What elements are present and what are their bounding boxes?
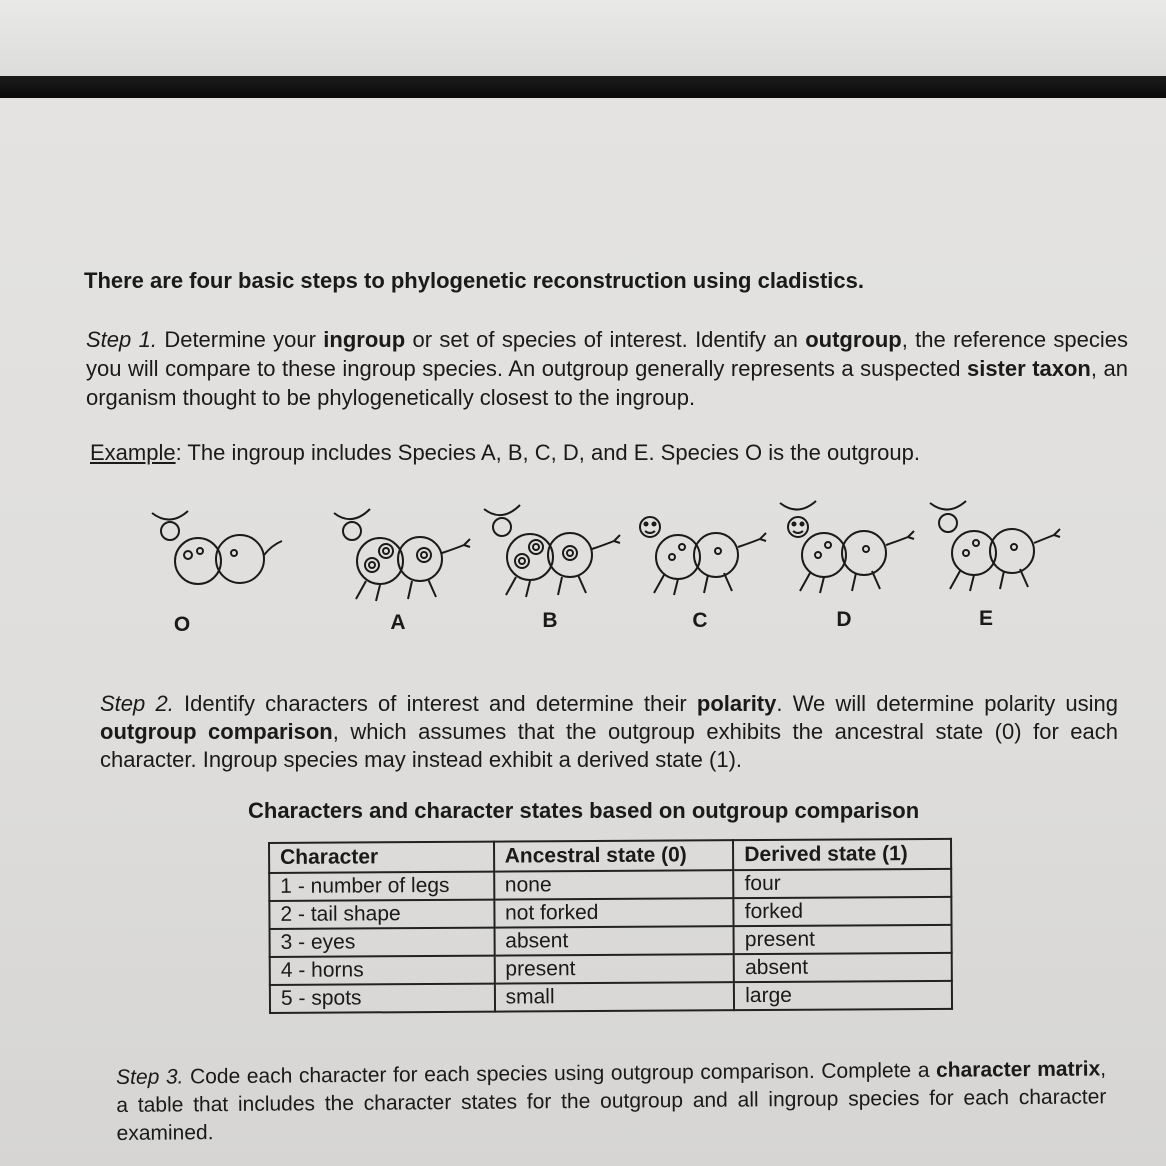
species-figure [130, 495, 1070, 645]
species-o-creature [152, 511, 282, 584]
species-label-o: O [173, 613, 191, 636]
table-cell: present [734, 925, 952, 954]
species-label-b: B [542, 609, 558, 632]
table-row [270, 981, 952, 1013]
table-cell: small [494, 982, 734, 1011]
monitor-bezel [0, 76, 1166, 98]
table-cell: present [494, 954, 734, 983]
table-cell: large [734, 981, 952, 1010]
table-cell: none [494, 870, 734, 899]
term-sister-taxon: sister taxon [966, 356, 1091, 381]
step-3-label: Step 3. [116, 1065, 184, 1089]
species-e-creature [930, 501, 1060, 591]
species-d-creature [780, 501, 914, 593]
column-header: Ancestral state (0) [494, 840, 734, 871]
example-label: Example [90, 440, 176, 465]
page-heading: There are four basic steps to phylogenetic reconstruction using cladistics. [84, 268, 864, 293]
table-row [270, 925, 952, 957]
table-cell: 4 - horns [270, 956, 495, 985]
table-cell: forked [734, 897, 952, 926]
step-1-paragraph: Step 1. Determine your ingroup or set of species of interest. Identify an outgroup, the reference species you will compare to these ingroup species. An outgroup generally represents a suspected sister taxon, an organism thought to be phylogenetically closest to the ingroup. [86, 327, 1128, 410]
table-cell: absent [734, 953, 952, 982]
table-cell: 2 - tail shape [269, 900, 494, 929]
term-outgroup-comparison: outgroup comparison [100, 719, 333, 744]
species-c-creature [640, 517, 766, 595]
term-ingroup: ingroup [323, 327, 406, 352]
species-label-e: E [978, 607, 994, 630]
column-header: Character [269, 842, 494, 873]
table-cell: not forked [494, 898, 734, 927]
table-row [270, 953, 952, 985]
species-label-a: A [390, 611, 406, 634]
column-header: Derived state (1) [733, 839, 951, 870]
table-cell: absent [494, 926, 734, 955]
background-wall [0, 0, 1166, 78]
term-character-matrix: character matrix [935, 1057, 1101, 1082]
table-row [269, 897, 951, 929]
step-1-label: Step 1. [86, 327, 157, 352]
table-cell: 1 - number of legs [269, 872, 494, 901]
term-polarity: polarity [696, 691, 777, 716]
term-outgroup: outgroup [805, 327, 902, 352]
table-title: Characters and character states based on outgroup comparison [248, 798, 920, 823]
table-cell: 5 - spots [270, 984, 495, 1013]
example-line: Example: The ingroup includes Species A, B, C, D, and E. Species O is the outgroup. [90, 440, 920, 465]
species-b-creature [484, 505, 620, 597]
table-row [269, 869, 951, 901]
character-states-table [268, 838, 953, 1014]
species-label-c: C [692, 609, 708, 632]
species-a-creature [334, 509, 470, 601]
species-label-d: D [836, 608, 852, 631]
step-3-paragraph: Step 3. Code each character for each species using outgroup comparison. Complete a character matrix, a table that includes the character states for the outgroup and all ingroup species for each character examined. [116, 1057, 1107, 1145]
step-2-paragraph: Step 2. Identify characters of interest and determine their polarity. We will determine polarity using outgroup comparison, which assumes that the outgroup exhibits the ancestral state (0) for each character. Ingroup species may instead exhibit a derived state (1). [100, 691, 1119, 772]
table-header-row [269, 839, 951, 873]
table-cell: 3 - eyes [270, 928, 495, 957]
table-cell: four [733, 869, 951, 898]
step-2-label: Step 2. [100, 691, 174, 716]
